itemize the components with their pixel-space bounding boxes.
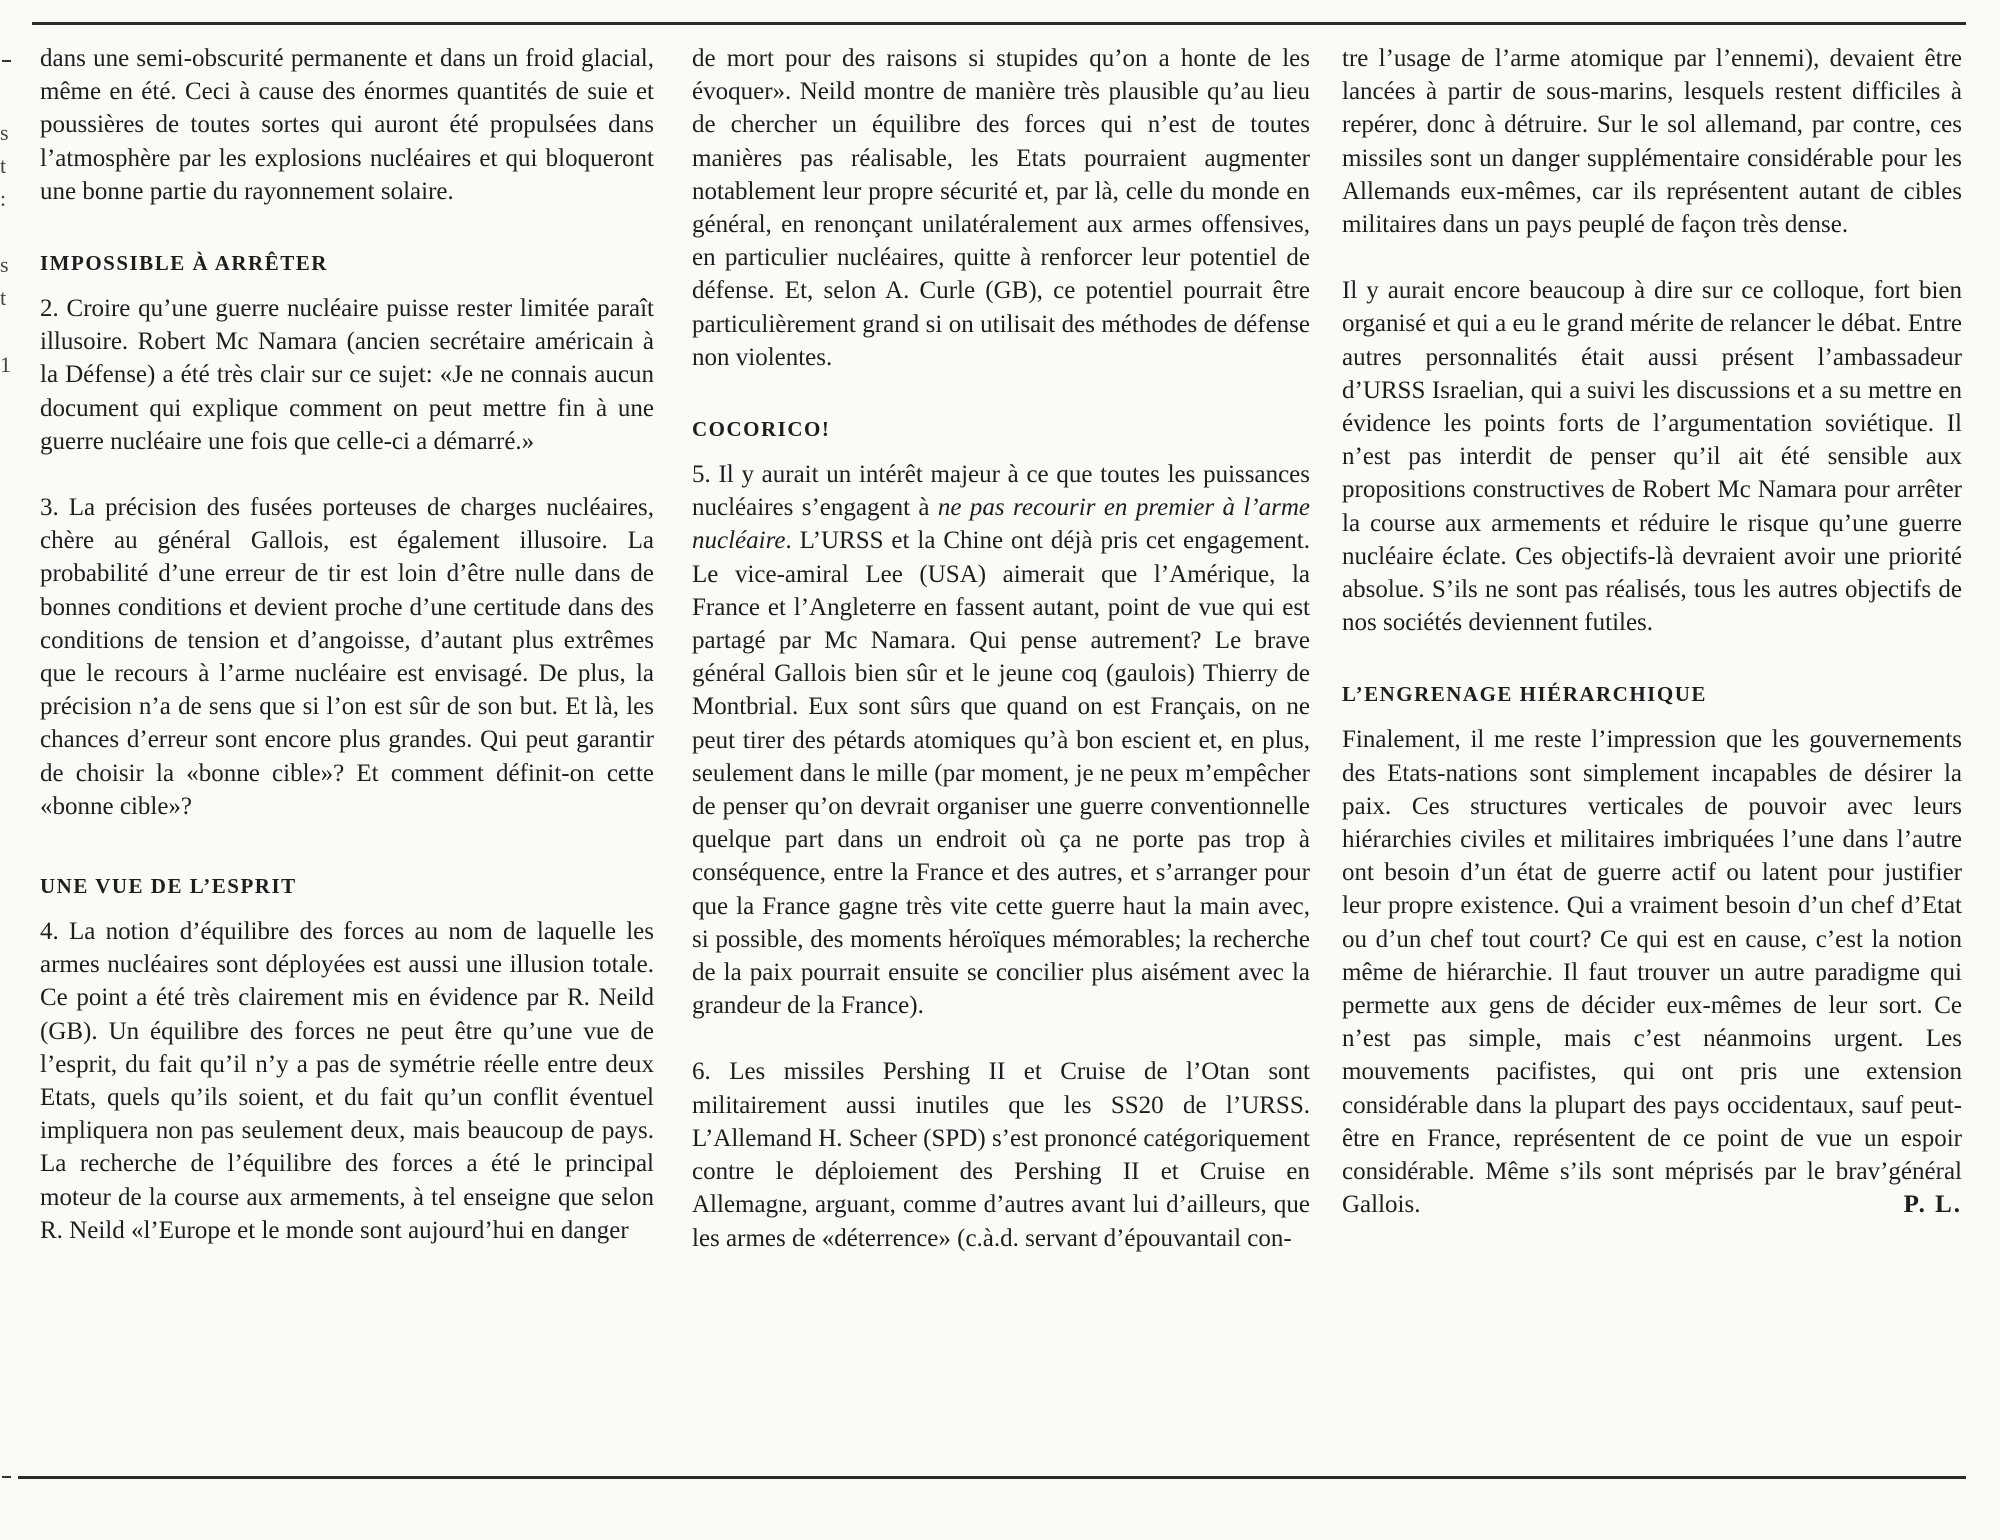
author-signature: P. L.	[1903, 1191, 1962, 1219]
margin-mark: t	[0, 153, 7, 178]
paragraph-5: 5. Il y aurait un intérêt majeur à ce que toutes les puissances nucléaires s’engagent à ne pas recourir en premier à l’arme nucléaire. L’URSS et la Chine ont déjà pris cet engagement. Le vice-amiral Lee (USA) aimerait que l’Amérique, la France et l’Angleterre en fassent autant, point de vue qui est partagé par Mc Namara. Qui pense autrement? Le brave général Gallois bien sûr et le jeune coq (gaulois) Thierry de Montbrial. Eux sont sûrs que quand on est Français, on ne peut tirer des pétards atomiques qu’à bon escient et, en plus, seulement dans le mille (par moment, je ne peux m’empêcher de penser qu’on devrait organiser une guerre conventionnelle quelque part dans un endroit où ça ne porte pas trop à conséquence, entre la France et des autres, et s’arranger pour que la France gagne très vite cette guerre haut la main avec, si possible, des moments héroïques mémorables; la recherche de la paix pourrait ensuite se concilier plus aisément avec la grandeur de la France).	[692, 461, 1310, 1020]
paragraph: de mort pour des raisons si stupides qu’on a honte de les évoquer». Neild montre de manière très plausible qu’au lieu de chercher un équilibre des forces qui n’est de toutes manières pas réalisable, les Etats pourraient augmenter notablement leur propre sécurité et, par là, celle du monde en général, en renonçant unilatéralement aux armes offensives, en particulier nucléaires, quitte à renforcer leur potentiel de défense. Et, selon A. Curle (GB), ce potentiel pourrait être particulièrement grand si on utilisait des méthodes de défense non violentes.	[692, 45, 1310, 371]
margin-mark: s	[0, 120, 9, 145]
column-1	[40, 42, 654, 1247]
margin-tick	[2, 60, 11, 62]
margin-mark: s	[0, 252, 9, 277]
column-2	[692, 42, 1310, 1255]
paragraph-6: 6. Les missiles Pershing II et Cruise de l’Otan sont militairement aussi inutiles que les SS20 de l’URSS. L’Allemand H. Scheer (SPD) s’est prononcé catégoriquement contre le déploiement des Pershing II et Cruise en Allemagne, arguant, comme d’autres avant lui d’ailleurs, que les armes de «déterrence» (c.à.d. servant d’épouvantail con-	[692, 1058, 1310, 1252]
margin-mark: 1	[0, 352, 11, 377]
paragraph-2: 2. Croire qu’une guerre nucléaire puisse rester limitée paraît illusoire. Robert Mc Namara (ancien secrétaire américain à la Défense) a été très clair sur ce sujet: «Je ne connais aucun document qui explique comment on peut mettre fin à une guerre nucléaire une fois que celle-ci a démarré.»	[40, 295, 654, 455]
section-heading-vue-esprit: UNE VUE DE L’ESPRIT	[40, 874, 297, 899]
section-heading-engrenage: L’ENGRENAGE HIÉRARCHIQUE	[1342, 682, 1707, 707]
top-rule	[32, 22, 1966, 25]
section-heading-cocorico: COCORICO!	[692, 417, 831, 442]
paragraph: Il y aurait encore beaucoup à dire sur ce colloque, fort bien organisé et qui a eu le grand mérite de relancer le débat. Entre autres personnalités était aussi présent l’ambassadeur d’URSS Israelian, qui a suivi les discussions et a su mettre en évidence les points forts de l’argumentation soviétique. Il n’est pas interdit de penser qu’il ait été sensible aux propositions constructives de Robert Mc Namara pour arrêter la course aux armements et réduire le risque qu’une guerre nucléaire éclate. Ces objectifs-là devraient avoir une priorité absolue. S’ils ne sont pas réalisés, tous les autres objectifs de nos sociétés deviennent futiles.	[1342, 277, 1962, 637]
paragraph: tre l’usage de l’arme atomique par l’ennemi), devaient être lancées à partir de sous-marins, lesquels restent difficiles à repérer, donc à détruire. Sur le sol allemand, par contre, ces missiles sont un danger supplémentaire considérable pour les Allemands eux-mêmes, car ils représentent autant de cibles militaires dans un pays peuplé de façon très dense.	[1342, 45, 1962, 239]
section-heading-impossible: IMPOSSIBLE À ARRÊTER	[40, 251, 328, 276]
paragraph-3: 3. La précision des fusées porteuses de charges nucléaires, chère au général Gallois, est également illusoire. La probabilité d’une erreur de tir est loin d’être nulle dans de bonnes conditions et devient proche d’une certitude dans des conditions de tension et d’angoisse, d’autant plus extrêmes que le recours à l’arme nucléaire est envisagé. De plus, la précision n’a de sens que si l’on est sûr de son but. Et là, les chances d’erreur sont encore plus grandes. Qui peut garantir de choisir la «bonne cible»? Et comment définit-on cette «bonne cible»?	[40, 494, 654, 820]
paragraph: dans une semi-obscurité permanente et dans un froid glacial, même en été. Ceci à cause des énormes quantités de suie et poussières de toutes sortes qui auront été propulsées dans l’atmosphère par les explosions nucléaires et qui bloqueront une bonne partie du rayonnement solaire.	[40, 45, 654, 205]
emphasis-text: ne pas recourir en premier à l’arme nucléaire	[692, 494, 1310, 555]
paragraph-final: Finalement, il me reste l’impression que les gouvernements des Etats-nations sont simplement incapables de désirer la paix. Ces structures verticales de pouvoir avec leurs hiérarchies civiles et militaires imbriquées l’une dans l’autre ont besoin d’un état de guerre actif ou latent pour justifier leur propre existence. Qui a vraiment besoin d’un chef d’Etat ou d’un chef tout court? Ce qui est en cause, c’est la notion même de hiérarchie. Il faut trouver un autre paradigme qui permette aux gens de décider eux-mêmes de leur sort. Ce n’est pas simple, mais c’est néanmoins urgent. Les mouvements pacifistes, qui ont pris une extension considérable dans la plupart des pays occidentaux, sauf peut-être en France, représentent de ce point de vue un espoir considérable. Même s’ils sont méprisés par le brav’général Gallois. P. L.	[1342, 723, 1962, 1221]
margin-tick	[2, 1476, 11, 1478]
margin-mark: :	[0, 186, 7, 211]
paragraph-4: 4. La notion d’équilibre des forces au nom de laquelle les armes nucléaires sont déployées est aussi une illusion totale. Ce point a été très clairement mis en évidence par R. Neild (GB). Un équilibre des forces ne peut être qu’une vue de l’esprit, du fait qu’il n’y a pas de symétrie réelle entre deux Etats, quels qu’ils soient, et du fait qu’un conflit éventuel impliquera non pas seulement deux, mais beaucoup de pays. La recherche de l’équilibre des forces a été le principal moteur de la course aux armements, à tel enseigne que selon R. Neild «l’Europe et le monde sont aujourd’hui en danger	[40, 918, 654, 1244]
bottom-rule	[18, 1476, 1966, 1479]
column-3	[1342, 42, 1962, 1222]
margin-mark: t	[0, 285, 7, 310]
